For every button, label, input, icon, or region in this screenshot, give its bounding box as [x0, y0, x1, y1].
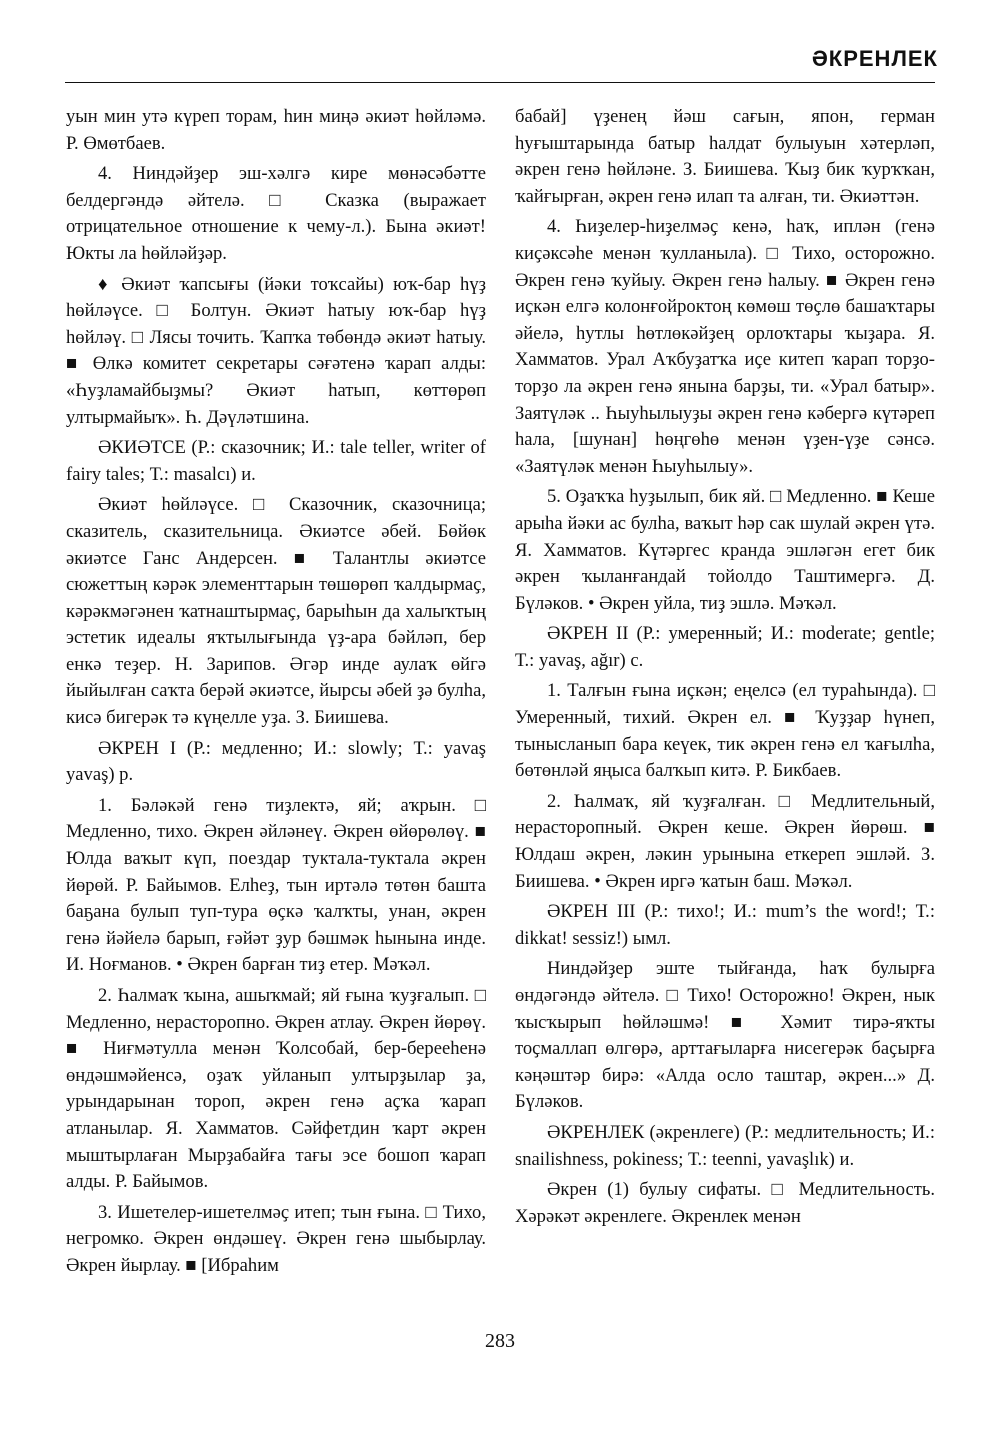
- dictionary-paragraph: ӘКРЕНЛЕК (әкренлеге) (Р.: медлительность; И.: snailishness, pokiness; Т.: teenni, yavaşlık) и.: [515, 1121, 935, 1170]
- running-head: ӘКРЕНЛЕК: [811, 46, 938, 71]
- dictionary-paragraph: 1. Талғын ғына иҫкән; еңелсә (ел тураһында). □ Умеренный, тихий. Әкрен ел. ■ Ҡуҙҙар һүнеп, тынысланып бара кеүек, тик әкрен генә ел ҡағылһа, бөтөнләй яңыса балҡып китә. Р. Бикбаев.: [515, 680, 935, 782]
- page-number: 283: [485, 1330, 515, 1352]
- dictionary-paragraph: 4. Ниндәйҙер эш-хәлгә кире мөнәсәбәтте белдергәндә әйтелә. □ Сказка (выражает отрицательное отношение к чему-л.). Бына әкиәт! Юкты ла һөйләйҙәр.: [66, 163, 486, 264]
- dictionary-paragraph: ♦ Әкиәт ҡапсығы (йәки тоҡсайы) юҡ-бар һүҙ һөйләүсе. □ Болтун. Әкиәт һатыу юҡ-бар һүҙ һөйләү. □ Лясы точить. Ҡапҡа төбөндә әкиәт һатыу. ■ Өлкә комитет секретары сәғәтенә ҡарап алды: «Һуҙламайбыҙмы? Әкиәт һатып, көттөрөп ултырмайыҡ». Һ. Дәүләтшина.: [66, 273, 486, 428]
- dictionary-paragraph: Әкрен (1) булыу сифаты. □ Медлительность. Хәрәкәт әкренлеге. Әкренлек менән: [515, 1179, 935, 1227]
- dictionary-paragraph: бабай] үҙенең йәш сағын, япон, герман һуғыштарында батыр һалдат булыуын хәтерләп, әкрен генә һөйләне. З. Биишева. Ҡыҙ бик ҡурҡҡан, ҡайғырған, әкрен генә илап та алған, ти. Әкиәттән.: [515, 106, 935, 207]
- dictionary-paragraph: 4. Һиҙелер-һиҙелмәҫ кенә, һаҡ, иплән (генә киҫәксәһе менән ҡулланыла). □ Тихо, осторожно. Әкрен генә ҡуйыу. Әкрен генә һалыу. ■ Әкрен генә иҫкән елгә колонғойроктоң көмөш төҫлө башаҡтары әйелә, һутлы һөтлөкәйҙең орлоҡтары ҡыҙара. Я. Хамматов. Урал Аҡбуҙатҡа иҫе китеп ҡарап торҙо-торҙо ла әкрен генә янына барҙы, ти. «Урал батыр». Заятүләк .. Һыуһылыуҙы әкрен генә кәбергә күтәреп һала, [шунан] һөңгөһө менән үҙен-үҙе сәнсә. «Заятүләк менән Һыуһылыу».: [515, 216, 935, 477]
- dictionary-paragraph: 1. Бәләкәй генә тиҙлектә, яй; аҡрын. □ Медленно, тихо. Әкрен әйләнеү. Әкрен өйөрөлөү. ■ Юлда ваҡыт күп, поездар туктала-туктала әкрен йөрөй. Р. Байымов. Елһеҙ, тын иртәлә төтөн башта баҕана булып туп-тура өҫкә ҡалҡты, унан, әкрен генә йәйелә барып, ғәйәт ҙур бәшмәк һынына инде. И. Ноғманов. • Әкрен барған тиҙ етер. Мәҡәл.: [66, 794, 486, 976]
- dictionary-paragraph: 5. Оҙаҡҡа һуҙылып, бик яй. □ Медленно. ■ Кеше арыһа йәки ас булһа, ваҡыт һәр сак шулай әкрен үтә. Я. Хамматов. Күтәргес кранда эшләгән егет бик әкрен ҡыланғандай тойолдо Таштимергә. Д. Бүләков. • Әкрен уйла, тиҙ эшлә. Мәҡәл.: [515, 486, 935, 614]
- dictionary-paragraph: ӘКИӘТСЕ (Р.: сказочник; И.: tale teller, writer of fairy tales; Т.: masalcı) и.: [66, 437, 486, 485]
- header-rule: [65, 82, 935, 83]
- dictionary-paragraph: Ниндәйҙер эште тыйғанда, һаҡ булырға өндәгәндә әйтелә. □ Тихо! Осторожно! Әкрен, нык ҡысҡырып һөйләшмә! ■ Хәмит тирә-яҡты тоҫмаллап өлгөрә, арттағыларға нисегерәк баҫырға кәңәштәр бирә: «Алда осло таштар, әкрен...» Д. Бүләков.: [515, 958, 935, 1113]
- dictionary-paragraph: ӘКРЕН I (Р.: медленно; И.: slowly; Т.: yavaş yavaş) р.: [66, 737, 486, 786]
- dictionary-paragraph: 2. Һалмаҡ, яй ҡуҙғалған. □ Медлительный, нерасторопный. Әкрен кеше. Әкрен йөрөш. ■ Юлдаш әкрен, ләкин урынына еткереп эшләй. З. Биишева. • Әкрен иргә ҡатын баш. Мәҡәл.: [515, 790, 935, 892]
- dictionary-paragraph: Әкиәт һөйләүсе. □ Сказочник, сказочница; сказитель, сказительница. Әкиәтсе әбей. Бөйөк әкиәтсе Ганс Андерсен. ■ Талантлы әкиәтсе сюжеттың кәрәк элементтарын төшөрөп ҡалдырмаҫ, кәрәкмәгәнен ҡатнаштырмаҫ, барыһын да халыҡтың эстетик идеалы яҡтылығында үҙ-ара бәйләп, бер енкә теҙер. Н. Зарипов. Әгәр инде аулаҡ өйгә йыйылған саҡта берәй әкиәтсе, йырсы әбей ҙә булһа, кисә бигерәк тә күңелле уҙа. З. Биишева.: [66, 494, 486, 729]
- dictionary-paragraph: ӘКРЕН II (Р.: умеренный; И.: moderate; gentle; Т.: yavaş, ağır) с.: [515, 623, 935, 671]
- right-column: [515, 104, 935, 1234]
- dictionary-paragraph: 3. Ишетелер-ишетелмәҫ итеп; тын ғына. □ Тихо, негромко. Әкрен өндәшеү. Әкрен генә шыбырлау. Әкрен йырлау. ■ [Ибраһим: [66, 1201, 486, 1276]
- dictionary-paragraph: уын мин утә күреп торам, һин миңә әкиәт һөйләмә. Р. Өмөтбаев.: [66, 106, 486, 154]
- dictionary-paragraph: ӘКРЕН III (Р.: тихо!; И.: mum’s the word!; Т.: dikkat! sessiz!) ымл.: [515, 901, 935, 949]
- dictionary-paragraph: 2. Һалмаҡ ҡына, ашыҡмай; яй ғына ҡуҙғалып. □ Медленно, нерасторопно. Әкрен атлау. Әкрен йөрөү. ■ Ниғмәтулла менән Ҡолсобай, бер-берееһенә өндәшмәйенсә, оҙаҡ уйланып ултырҙылар ҙа, урындарынан тороп, әкрен генә аҫҡа ҡарап атланылар. Я. Хамматов. Сәйфетдин ҡарт әкрен мыштырлаған Мырҙабайға тағы эсе бошоп ҡарап алды. Р. Байымов.: [66, 985, 486, 1193]
- left-column: [66, 104, 486, 1284]
